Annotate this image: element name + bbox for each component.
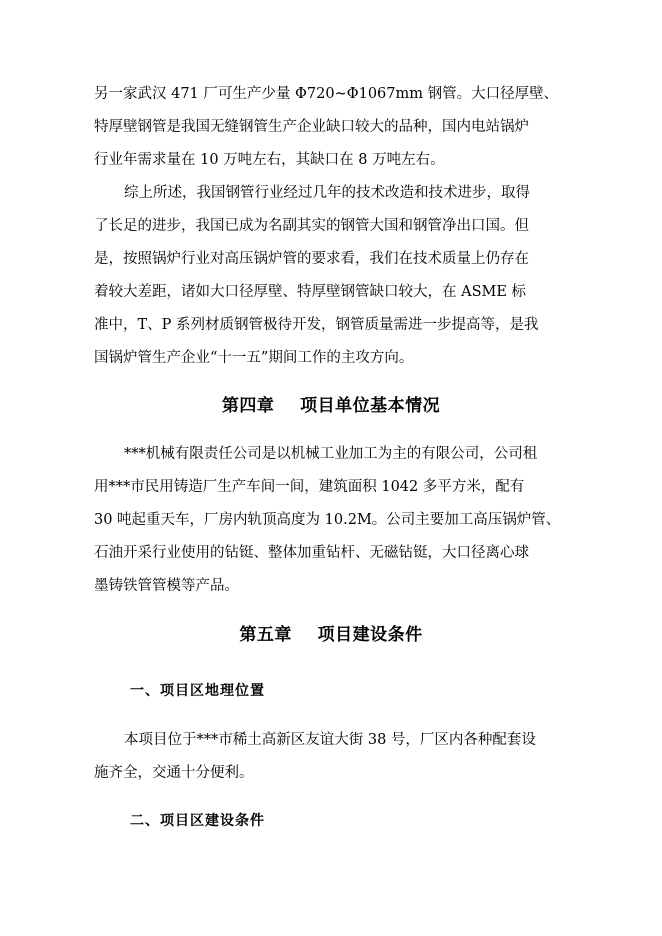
paragraph-line: 综上所述，我国钢管行业经过几年的技术改造和技术进步，取得 bbox=[124, 185, 530, 201]
paragraph-line: 着较大差距，诸如大口径厚壁、特厚壁钢管缺口较大，在 ASME 标 bbox=[94, 284, 527, 300]
paragraph-line: 国锅炉管生产企业“十一五”期间工作的主攻方向。 bbox=[94, 350, 414, 366]
paragraph-line: 本项目位于***市稀土高新区友谊大街 38 号，厂区内各种配套设 bbox=[124, 732, 536, 748]
paragraph-line: 用***市民用铸造厂生产车间一间，建筑面积 1042 多平方米，配有 bbox=[94, 479, 525, 495]
paragraph-line: 行业年需求量在 10 万吨左右，其缺口在 8 万吨左右。 bbox=[94, 152, 445, 168]
section-heading: 一、项目区地理位置 bbox=[130, 683, 265, 699]
paragraph-line: 另一家武汉 471 厂可生产少量 Φ720~Φ1067mm 钢管。大口径厚壁、 bbox=[94, 86, 559, 102]
paragraph-line: ***机械有限责任公司是以机械工业加工为主的有限公司，公司租 bbox=[124, 446, 538, 462]
section-heading: 二、项目区建设条件 bbox=[130, 813, 265, 829]
paragraph-line: 石油开采行业使用的钻铤、整体加重钻杆、无磁钻铤，大口径离心球 bbox=[94, 545, 529, 561]
paragraph-line: 施齐全，交通十分便利。 bbox=[94, 765, 254, 781]
chapter-heading: 第四章 项目单位基本情况 bbox=[221, 396, 441, 416]
paragraph-line: 是，按照锅炉行业对高压锅炉管的要求看，我们在技术质量上仍存在 bbox=[94, 251, 529, 267]
paragraph-line: 30 吨起重天车，厂房内轨顶高度为 10.2M。公司主要加工高压锅炉管、 bbox=[94, 512, 561, 528]
chapter-heading: 第五章 项目建设条件 bbox=[239, 625, 423, 645]
paragraph-line: 了长足的进步，我国已成为名副其实的钢管大国和钢管净出口国。但 bbox=[94, 218, 529, 234]
paragraph-line: 准中，T、P 系列材质钢管极待开发，钢管质量需进一步提高等，是我 bbox=[94, 317, 539, 333]
paragraph-line: 特厚壁钢管是我国无缝钢管生产企业缺口较大的品种，国内电站锅炉 bbox=[94, 119, 529, 135]
paragraph-line: 墨铸铁管管模等产品。 bbox=[94, 578, 239, 594]
